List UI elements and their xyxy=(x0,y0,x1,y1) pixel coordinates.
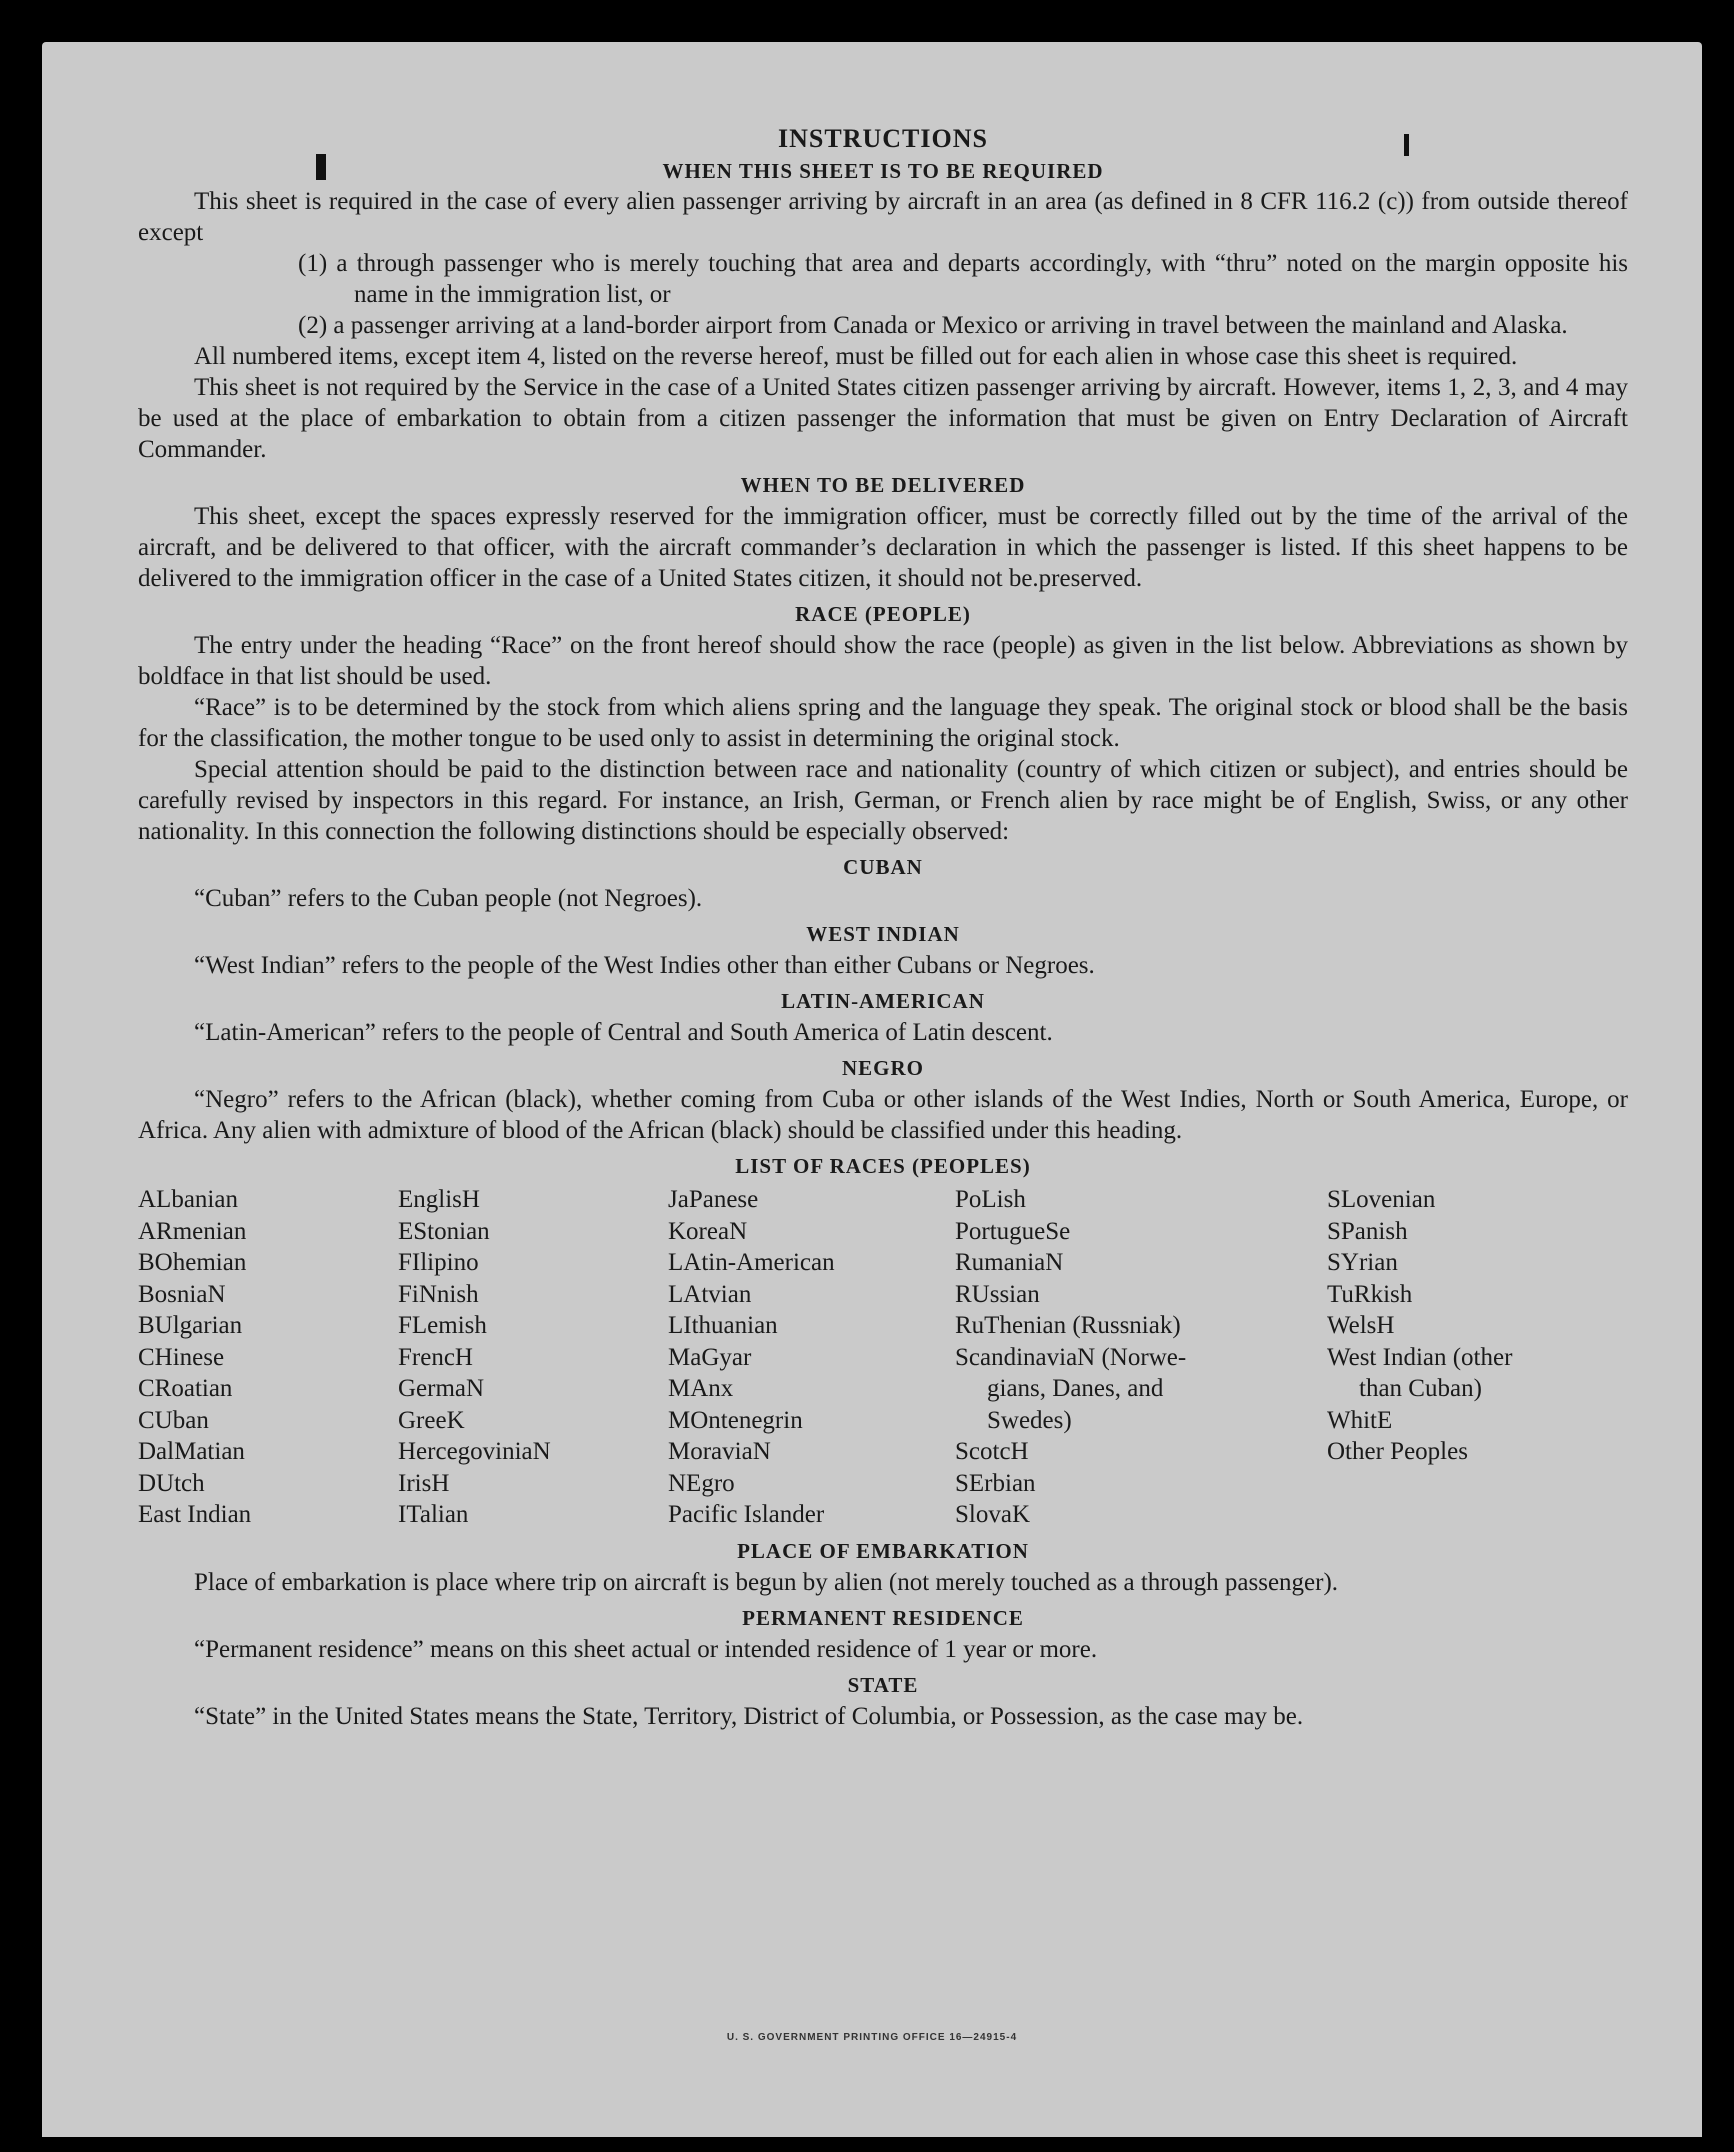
race-list-item: SlovaK xyxy=(955,1501,1030,1528)
race-list-item: NEgro xyxy=(668,1469,735,1497)
race-list-item: DUtch xyxy=(138,1469,205,1497)
race-list-item: FLemish xyxy=(398,1312,487,1339)
instructions-content xyxy=(138,122,1628,1732)
race-list-item: PortugueSe xyxy=(955,1217,1071,1245)
race-list-item: RUssian xyxy=(955,1280,1040,1308)
paragraph: “Permanent residence” means on this sheet actual or intended residence of 1 year or more. xyxy=(194,1635,1098,1663)
race-list-item: GreeK xyxy=(398,1406,465,1434)
race-list-item: West Indian (other xyxy=(1327,1343,1513,1371)
race-list-column-1 xyxy=(138,1184,398,1531)
race-list-item: Other Peoples xyxy=(1327,1438,1468,1465)
race-list-item: IrisH xyxy=(398,1469,450,1497)
heading-when-delivered: WHEN TO BE DELIVERED xyxy=(740,473,1026,497)
race-list-column-3 xyxy=(668,1184,955,1531)
race-list-column-5 xyxy=(1327,1184,1597,1531)
race-list-item: LIthuanian xyxy=(668,1312,778,1339)
race-list-item: FiNnish xyxy=(398,1280,479,1308)
paragraph: This sheet, except the spaces expressly reserved for the immigration officer, must be correctly filled out by the time of the arrival of the aircraft, and be delivered to that officer, with the aircraft commander’s declaration in which the passenger is listed. If this sheet happens to be delivered to the immigration officer in the case of a United States citizen, it should not be.preserved. xyxy=(138,503,1628,592)
race-list-item: WelsH xyxy=(1327,1312,1395,1339)
race-list-item: LAtin-American xyxy=(668,1249,835,1276)
paragraph: “Cuban” refers to the Cuban people (not Negroes). xyxy=(194,885,703,912)
race-list-item: FrencH xyxy=(398,1343,473,1371)
heading-west-indian: WEST INDIAN xyxy=(806,922,960,946)
race-list-item: FIlipino xyxy=(398,1249,479,1276)
race-list-item: WhitE xyxy=(1327,1406,1393,1434)
race-list-item: ARmenian xyxy=(138,1217,247,1245)
heading-permanent-residence: PERMANENT RESIDENCE xyxy=(742,1605,1024,1630)
race-list-item: gians, Danes, and xyxy=(987,1375,1164,1402)
paragraph: “Negro” refers to the African (black), whether coming from Cuba or other islands of the West Indies, North or South America, Europe, or Africa. Any alien with admixture of blood of the African (black) should be classified under this heading. xyxy=(138,1086,1628,1144)
race-list-item: BosniaN xyxy=(138,1280,226,1308)
race-list-item: CHinese xyxy=(138,1343,225,1371)
race-list-item: MOntenegrin xyxy=(668,1406,803,1434)
race-list-item: ALbanian xyxy=(138,1186,238,1213)
paragraph: The entry under the heading “Race” on the front hereof should show the race (people) as given in the list below. Abbreviations as shown by boldface in that list should be used. xyxy=(138,632,1628,690)
race-list-item: Swedes) xyxy=(987,1406,1072,1434)
race-list-item: TuRkish xyxy=(1327,1280,1413,1308)
race-list-item: than Cuban) xyxy=(1359,1375,1482,1402)
paragraph: “Latin-American” refers to the people of Central and South America of Latin descent. xyxy=(194,1019,1053,1046)
numbered-item-2: (2) a passenger arriving at a land-border airport from Canada or Mexico or arriving in travel between the mainland and Alaska. xyxy=(298,312,1568,339)
heading-place-of-embarkation: PLACE OF EMBARKATION xyxy=(737,1538,1029,1563)
heading-when-required: WHEN THIS SHEET IS TO BE REQUIRED xyxy=(662,159,1104,183)
race-list-item: ScandinaviaN (Norwe- xyxy=(955,1343,1187,1371)
heading-negro: NEGRO xyxy=(841,1056,924,1080)
race-list-column-4 xyxy=(955,1184,1327,1531)
race-list-item: SErbian xyxy=(955,1469,1036,1497)
race-list-item: GermaN xyxy=(398,1375,485,1402)
race-list-item: Pacific Islander xyxy=(668,1501,825,1528)
race-list-item: RuThenian (Russniak) xyxy=(955,1312,1181,1339)
race-list-item: CRoatian xyxy=(138,1375,233,1402)
race-list-item: JaPanese xyxy=(668,1186,759,1213)
paragraph: This sheet is not required by the Service in the case of a United States citizen passenger arriving by aircraft. However, items 1, 2, 3, and 4 may be used at the place of embarkation to obtain from a citizen passenger the information that must be given on Entry Declaration of Aircraft Commander. xyxy=(138,374,1628,463)
paragraph: This sheet is required in the case of every alien passenger arriving by aircraft in an area (as defined in 8 CFR 116.2 (c)) from outside thereof except xyxy=(138,188,1628,246)
race-list-item: MaGyar xyxy=(668,1343,752,1371)
printing-office-footer: U. S. GOVERNMENT PRINTING OFFICE 16—24915-4 xyxy=(726,2032,1018,2043)
race-list-item: BOhemian xyxy=(138,1249,247,1276)
race-list-item: LAtvian xyxy=(668,1280,752,1308)
race-list-item: HercegoviniaN xyxy=(398,1438,551,1465)
paragraph: All numbered items, except item 4, listed on the reverse hereof, must be filled out for each alien in whose case this sheet is required. xyxy=(194,343,1518,370)
race-list-item: SPanish xyxy=(1327,1217,1408,1245)
race-list-item: SYrian xyxy=(1327,1249,1398,1276)
heading-latin-american: LATIN-AMERICAN xyxy=(781,989,985,1013)
heading-cuban: CUBAN xyxy=(843,855,923,879)
race-list-item: ITalian xyxy=(398,1501,469,1528)
race-list-item: DalMatian xyxy=(138,1438,245,1465)
race-list-item: East Indian xyxy=(138,1501,252,1528)
paragraph: “State” in the United States means the State, Territory, District of Columbia, or Possession, as the case may be. xyxy=(194,1702,1304,1730)
race-list-item: KoreaN xyxy=(668,1217,748,1245)
paragraph: “Race” is to be determined by the stock from which aliens spring and the language they speak. The original stock or blood shall be the basis for the classification, the mother tongue to be used only to assist in determining the original stock. xyxy=(138,694,1628,752)
heading-state: STATE xyxy=(847,1672,919,1697)
race-list-column-2 xyxy=(398,1184,668,1531)
page-title: INSTRUCTIONS xyxy=(778,124,988,153)
race-list-item: MAnx xyxy=(668,1375,734,1402)
document-sheet xyxy=(42,42,1702,2137)
heading-list-of-races: LIST OF RACES (PEOPLES) xyxy=(735,1154,1031,1178)
race-list-item: CUban xyxy=(138,1406,209,1434)
numbered-item-1: (1) a through passenger who is merely touching that area and departs accordingly, with “thru” noted on the margin opposite his name in the immigration list, or xyxy=(298,250,1628,308)
race-list-item: EnglisH xyxy=(398,1186,480,1213)
paragraph: Special attention should be paid to the distinction between race and nationality (country of which citizen or subject), and entries should be carefully revised by inspectors in this regard. For instance, an Irish, German, or French alien by race might be of English, Swiss, or any other nationality. In this connection the following distinctions should be especially observed: xyxy=(138,756,1628,845)
race-list-item: MoraviaN xyxy=(668,1438,771,1465)
race-list-item: SLovenian xyxy=(1327,1186,1436,1213)
race-list-item: EStonian xyxy=(398,1217,490,1245)
race-list-item: ScotcH xyxy=(955,1438,1029,1465)
paragraph: “West Indian” refers to the people of the West Indies other than either Cubans or Negroes. xyxy=(194,952,1095,979)
race-list-item: PoLish xyxy=(955,1186,1026,1213)
race-list-item: RumaniaN xyxy=(955,1249,1064,1276)
race-list-item: BUlgarian xyxy=(138,1312,243,1339)
heading-race: RACE (PEOPLE) xyxy=(795,602,971,626)
race-list xyxy=(138,1184,1628,1531)
paragraph: Place of embarkation is place where trip on aircraft is begun by alien (not merely touched as a through passenger). xyxy=(194,1568,1339,1596)
